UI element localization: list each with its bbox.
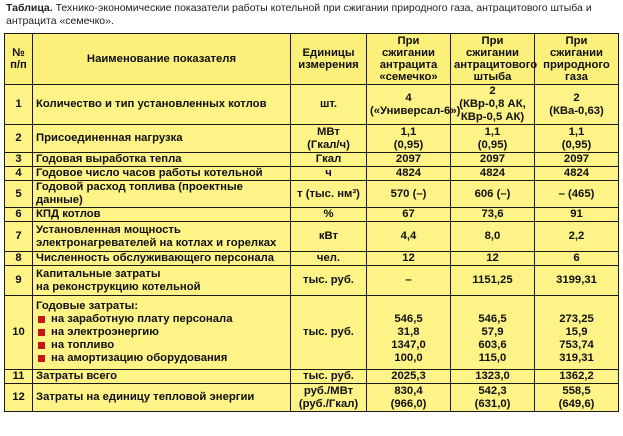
name-line: электронагревателей на котлах и горелках <box>36 236 277 249</box>
sub-item <box>36 339 287 352</box>
table-row <box>5 125 619 153</box>
table-row <box>5 208 619 222</box>
cell-name: Годовое число часов работы котельной <box>33 167 291 181</box>
cell-unit: шт. <box>291 85 367 125</box>
table-caption <box>6 2 618 28</box>
value-line: 319,31 <box>559 352 594 364</box>
cell-num: 10 <box>5 296 33 370</box>
value-line: 100,0 <box>394 352 423 364</box>
header-col2: При сжигании антрацитового штыба <box>451 34 535 85</box>
table-row <box>5 266 619 296</box>
cell-col1: 12 <box>367 252 451 266</box>
table-row <box>5 296 619 370</box>
cell-col2: 73,6 <box>451 208 535 222</box>
header-col3: При сжигании природного газа <box>535 34 619 85</box>
cell-col3 <box>535 125 619 153</box>
value-line: 1347,0 <box>391 339 426 351</box>
cell-col3: 2,2 <box>535 222 619 252</box>
unit-line: (руб./Гкал) <box>298 397 359 410</box>
name-line: Установленная мощность <box>36 223 181 236</box>
cell-num: 7 <box>5 222 33 252</box>
name-line: на реконструкцию котельной <box>36 280 201 293</box>
sub-item-label: на амортизацию оборудования <box>51 352 228 364</box>
cell-num: 2 <box>5 125 33 153</box>
sub-item-label: на топливо <box>51 339 115 351</box>
value-line: (КВа-0,63) <box>549 104 604 117</box>
cell-num: 11 <box>5 370 33 384</box>
cell-name: Годовая выработка тепла <box>33 153 291 167</box>
cell-col3 <box>535 85 619 125</box>
cell-num: 12 <box>5 384 33 412</box>
cell-name <box>33 222 291 252</box>
red-square-bullet-icon <box>38 329 45 336</box>
cell-col2: 606 (–) <box>451 181 535 208</box>
cell-name: Годовой расход топлива (проектные данные) <box>33 181 291 208</box>
cell-col3: 2097 <box>535 153 619 167</box>
value-line: (966,0) <box>390 397 427 410</box>
header-col1: При сжигании антрацита «семечко» <box>367 34 451 85</box>
value-line: 753,74 <box>559 339 594 351</box>
cell-col2 <box>451 384 535 412</box>
cell-col2: 12 <box>451 252 535 266</box>
cell-unit: ч <box>291 167 367 181</box>
cell-name: Затраты на единицу тепловой энергии <box>33 384 291 412</box>
value-line: 603,6 <box>478 339 507 351</box>
value-line: 2 <box>489 85 496 97</box>
value-line: 1,1 <box>484 125 501 138</box>
header-num: № п/п <box>5 34 33 85</box>
sub-item-label: на заработную плату персонала <box>51 313 233 325</box>
cell-col1: 2097 <box>367 153 451 167</box>
value-line: (649,6) <box>558 397 595 410</box>
value-line: (631,0) <box>474 397 511 410</box>
value-line <box>538 300 615 313</box>
caption-text: Технико-экономические показатели работы котельной при сжигании природного газа, антрацитового штыба и антрацита «семечко». <box>6 2 592 27</box>
cell-unit: тыс. руб. <box>291 370 367 384</box>
cell-unit: тыс. руб. <box>291 296 367 370</box>
cell-unit <box>291 125 367 153</box>
cell-col2 <box>451 125 535 153</box>
cell-name <box>33 296 291 370</box>
cell-col3 <box>535 384 619 412</box>
table-row <box>5 181 619 208</box>
cell-col3: 1362,2 <box>535 370 619 384</box>
cell-col1 <box>367 125 451 153</box>
caption-prefix: Таблица. <box>6 2 53 14</box>
table-row <box>5 222 619 252</box>
table-row <box>5 85 619 125</box>
header-row <box>5 34 619 85</box>
cell-unit: % <box>291 208 367 222</box>
cell-num: 6 <box>5 208 33 222</box>
red-square-bullet-icon <box>38 355 45 362</box>
cell-unit: чел. <box>291 252 367 266</box>
value-line: 542,3 <box>478 384 507 397</box>
sub-item <box>36 326 287 339</box>
value-line: (0,95) <box>393 138 424 151</box>
value-line: 15,9 <box>565 326 588 338</box>
table-row <box>5 167 619 181</box>
cell-unit <box>291 384 367 412</box>
cell-col3: 3199,31 <box>535 266 619 296</box>
cell-num: 5 <box>5 181 33 208</box>
value-line: 558,5 <box>562 384 591 397</box>
sub-item <box>36 352 287 365</box>
value-line: (0,95) <box>561 138 592 151</box>
value-line: (0,95) <box>477 138 508 151</box>
cell-col1: 570 (–) <box>367 181 451 208</box>
value-line: (КВр-0,8 АК, <box>459 98 526 110</box>
value-line: («Универсал-6») <box>370 104 461 117</box>
name-line: Годовые затраты: <box>36 300 139 312</box>
cell-col1 <box>367 85 461 125</box>
value-line: 1,1 <box>400 125 417 138</box>
cell-num: 9 <box>5 266 33 296</box>
cell-name: КПД котлов <box>33 208 291 222</box>
table-row <box>5 153 619 167</box>
value-line <box>370 300 447 313</box>
cell-col1: 2025,3 <box>367 370 451 384</box>
sub-item <box>36 313 287 326</box>
indicators-table <box>4 33 619 412</box>
cell-num: 3 <box>5 153 33 167</box>
name-line: Капитальные затраты <box>36 267 161 280</box>
value-line: 31,8 <box>397 326 420 338</box>
cell-col3 <box>535 296 619 370</box>
value-line: 4 <box>405 91 412 104</box>
cell-col2: 2097 <box>451 153 535 167</box>
cell-name <box>33 266 291 296</box>
value-line: 115,0 <box>478 352 507 364</box>
cell-name: Присоединенная нагрузка <box>33 125 291 153</box>
header-name: Наименование показателя <box>33 34 291 85</box>
cell-col3: 91 <box>535 208 619 222</box>
value-line: 273,25 <box>559 313 594 325</box>
table-row <box>5 384 619 412</box>
cell-num: 8 <box>5 252 33 266</box>
value-line: 2 <box>573 91 580 104</box>
cell-col1: 67 <box>367 208 451 222</box>
cell-name: Количество и тип установленных котлов <box>33 85 291 125</box>
cell-unit: кВт <box>291 222 367 252</box>
cell-col1 <box>367 296 451 370</box>
cell-col1: – <box>367 266 451 296</box>
cell-col3: 6 <box>535 252 619 266</box>
cell-unit: т (тыс. нм³) <box>291 181 367 208</box>
cell-num: 4 <box>5 167 33 181</box>
red-square-bullet-icon <box>38 316 45 323</box>
value-line: 546,5 <box>394 313 423 325</box>
cell-num: 1 <box>5 85 33 125</box>
value-line: 546,5 <box>478 313 507 325</box>
header-unit: Единицы измерения <box>291 34 367 85</box>
table-row <box>5 252 619 266</box>
value-line: 830,4 <box>394 384 423 397</box>
cell-col1: 4824 <box>367 167 451 181</box>
cell-col2: 4824 <box>451 167 535 181</box>
table-row <box>5 370 619 384</box>
value-line <box>454 300 531 313</box>
cell-col3: – (465) <box>535 181 619 208</box>
cell-name: Затраты всего <box>33 370 291 384</box>
cell-col1 <box>367 384 451 412</box>
cell-col2 <box>451 85 535 125</box>
cell-col2: 8,0 <box>451 222 535 252</box>
cell-col1: 4,4 <box>367 222 451 252</box>
unit-line: (Гкал/ч) <box>307 138 350 151</box>
cell-name: Численность обслуживающего персонала <box>33 252 291 266</box>
cell-col2: 1151,25 <box>451 266 535 296</box>
value-line: КВр-0,5 АК) <box>460 111 525 123</box>
unit-line: руб./МВт <box>303 384 354 397</box>
sub-item-label: на электроэнергию <box>51 326 159 338</box>
cell-col2 <box>451 296 535 370</box>
cell-col2: 1323,0 <box>451 370 535 384</box>
unit-line: МВт <box>317 125 340 138</box>
cell-unit: Гкал <box>291 153 367 167</box>
value-line: 1,1 <box>568 125 585 138</box>
red-square-bullet-icon <box>38 342 45 349</box>
value-line: 57,9 <box>481 326 504 338</box>
cell-col3: 4824 <box>535 167 619 181</box>
cell-unit: тыс. руб. <box>291 266 367 296</box>
